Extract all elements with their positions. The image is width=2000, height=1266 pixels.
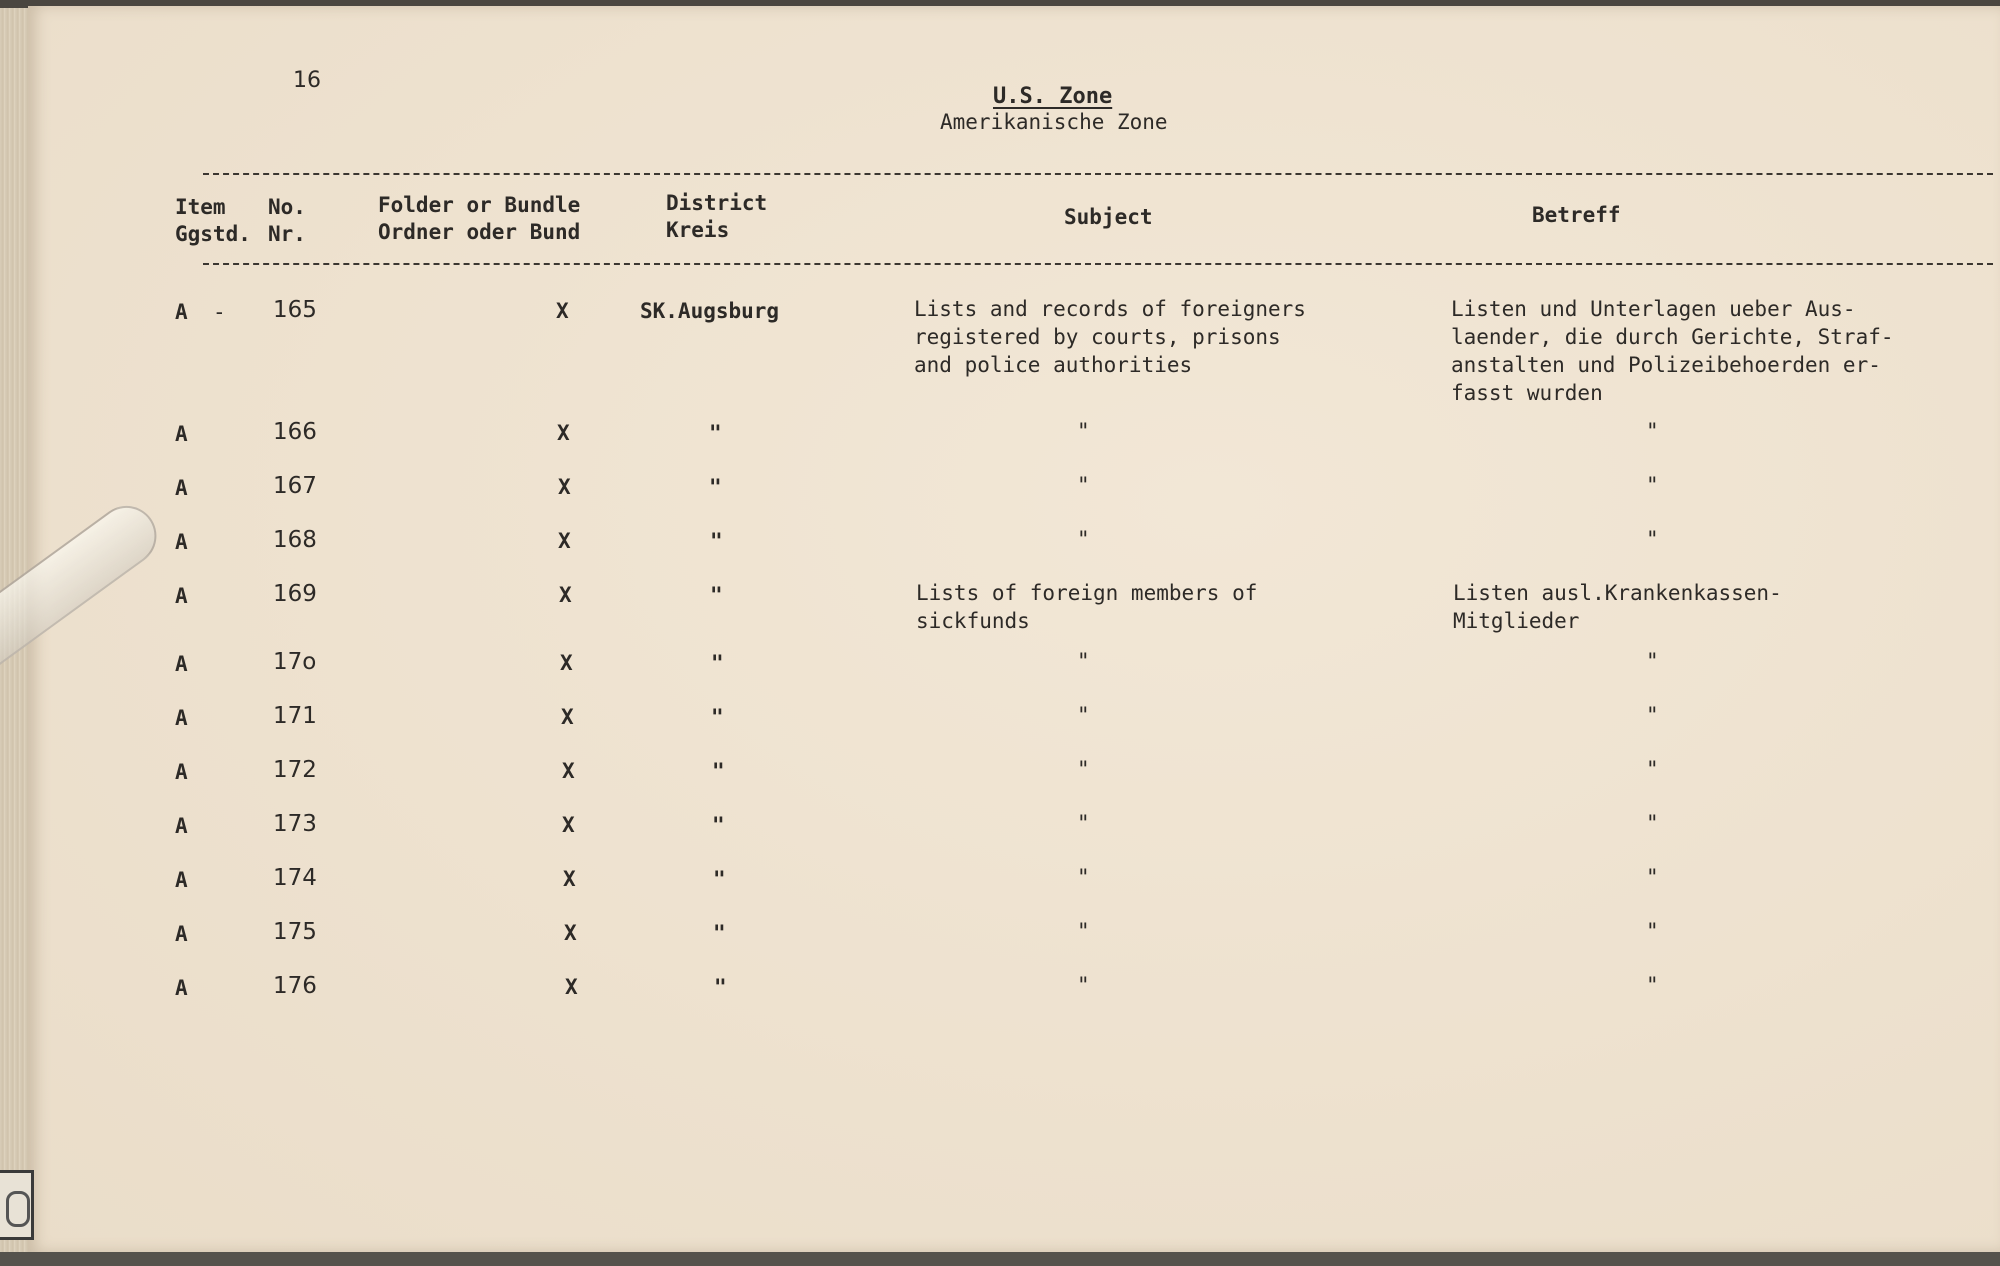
row-betreff-line: " (1646, 649, 1659, 673)
row-subject-line: " (1077, 811, 1090, 835)
page-number: 16 (293, 68, 321, 93)
row-item: A (175, 922, 188, 946)
row-betreff-line: " (1646, 973, 1659, 997)
header-top-rule (203, 173, 1993, 175)
row-item: A (175, 530, 188, 554)
header-subject: Subject (1064, 205, 1153, 229)
row-folder-mark: X (556, 299, 569, 323)
row-subject-line: sickfunds (916, 609, 1030, 633)
row-district: " (709, 475, 722, 499)
row-folder-mark: X (559, 583, 572, 607)
row-subject-line: " (1077, 649, 1090, 673)
row-item: A (175, 476, 188, 500)
row-district: " (712, 759, 725, 783)
row-item: A (175, 652, 188, 676)
header-folder: Folder or Bundle Ordner oder Bund (378, 193, 581, 244)
row-betreff-line: laender, die durch Gerichte, Straf- (1451, 325, 1894, 349)
row-subject-line: " (1077, 703, 1090, 727)
page-subtitle: Amerikanische Zone (940, 110, 1168, 134)
page-title: U.S. Zone (993, 84, 1113, 109)
row-item: A (175, 300, 188, 324)
row-betreff-line: " (1646, 703, 1659, 727)
row-betreff-line: " (1646, 473, 1659, 497)
row-number: 174 (273, 865, 317, 891)
row-betreff-line: Mitglieder (1453, 609, 1580, 633)
row-number: 169 (273, 581, 317, 607)
row-folder-mark: X (562, 759, 575, 783)
row-number: 173 (273, 811, 317, 837)
row-number: 171 (273, 703, 317, 729)
row-betreff-line: fasst wurden (1451, 381, 1603, 405)
row-district: " (710, 529, 723, 553)
row-number: 166 (273, 419, 317, 445)
row-subject-line: " (1077, 527, 1090, 551)
row-folder-mark: X (561, 705, 574, 729)
row-betreff-line: " (1646, 919, 1659, 943)
row-number: 175 (273, 919, 317, 945)
row-separator: - (213, 300, 226, 324)
header-number: No. Nr. (268, 195, 306, 246)
row-district: " (712, 813, 725, 837)
row-district: " (713, 867, 726, 891)
row-betreff-line: Listen und Unterlagen ueber Aus- (1451, 297, 1856, 321)
row-item: A (175, 584, 188, 608)
row-betreff-line: " (1646, 865, 1659, 889)
row-betreff-line: " (1646, 811, 1659, 835)
row-item: A (175, 706, 188, 730)
row-district: " (713, 921, 726, 945)
row-subject-line: " (1077, 473, 1090, 497)
row-subject-line: Lists of foreign members of (916, 581, 1258, 605)
row-subject-line: registered by courts, prisons (914, 325, 1281, 349)
row-subject-line: " (1077, 973, 1090, 997)
row-district: " (711, 651, 724, 675)
header-betreff: Betreff (1532, 203, 1621, 227)
row-district: " (714, 975, 727, 999)
row-folder-mark: X (558, 475, 571, 499)
row-district: SK.Augsburg (640, 299, 780, 323)
row-folder-mark: X (563, 867, 576, 891)
scan-bottom-border (0, 1252, 2000, 1266)
header-district: District Kreis (666, 191, 768, 242)
row-folder-mark: X (558, 529, 571, 553)
row-betreff-line: Listen ausl.Krankenkassen- (1453, 581, 1782, 605)
row-subject-line: Lists and records of foreigners (914, 297, 1306, 321)
row-folder-mark: X (557, 421, 570, 445)
row-folder-mark: X (565, 975, 578, 999)
row-folder-mark: X (562, 813, 575, 837)
document-page (28, 6, 2000, 1252)
row-item: A (175, 814, 188, 838)
row-number: 176 (273, 973, 317, 999)
row-district: " (709, 421, 722, 445)
row-item: A (175, 976, 188, 1000)
row-district: " (711, 705, 724, 729)
header-bottom-rule (203, 263, 1993, 265)
row-item: A (175, 760, 188, 784)
row-number: 168 (273, 527, 317, 553)
row-folder-mark: X (560, 651, 573, 675)
row-item: A (175, 422, 188, 446)
row-number: 165 (273, 297, 317, 323)
row-number: 167 (273, 473, 317, 499)
row-betreff-line: " (1646, 527, 1659, 551)
archive-stamp-icon (0, 1170, 34, 1240)
row-betreff-line: " (1646, 419, 1659, 443)
row-subject-line: " (1077, 419, 1090, 443)
header-item: Item Ggstd. (175, 195, 251, 246)
row-betreff-line: " (1646, 757, 1659, 781)
row-item: A (175, 868, 188, 892)
row-subject-line: " (1077, 757, 1090, 781)
row-folder-mark: X (564, 921, 577, 945)
row-betreff-line: anstalten und Polizeibehoerden er- (1451, 353, 1881, 377)
row-subject-line: " (1077, 865, 1090, 889)
row-subject-line: " (1077, 919, 1090, 943)
row-district: " (710, 583, 723, 607)
row-subject-line: and police authorities (914, 353, 1193, 377)
row-number: 172 (273, 757, 317, 783)
row-number: 17o (273, 649, 317, 675)
